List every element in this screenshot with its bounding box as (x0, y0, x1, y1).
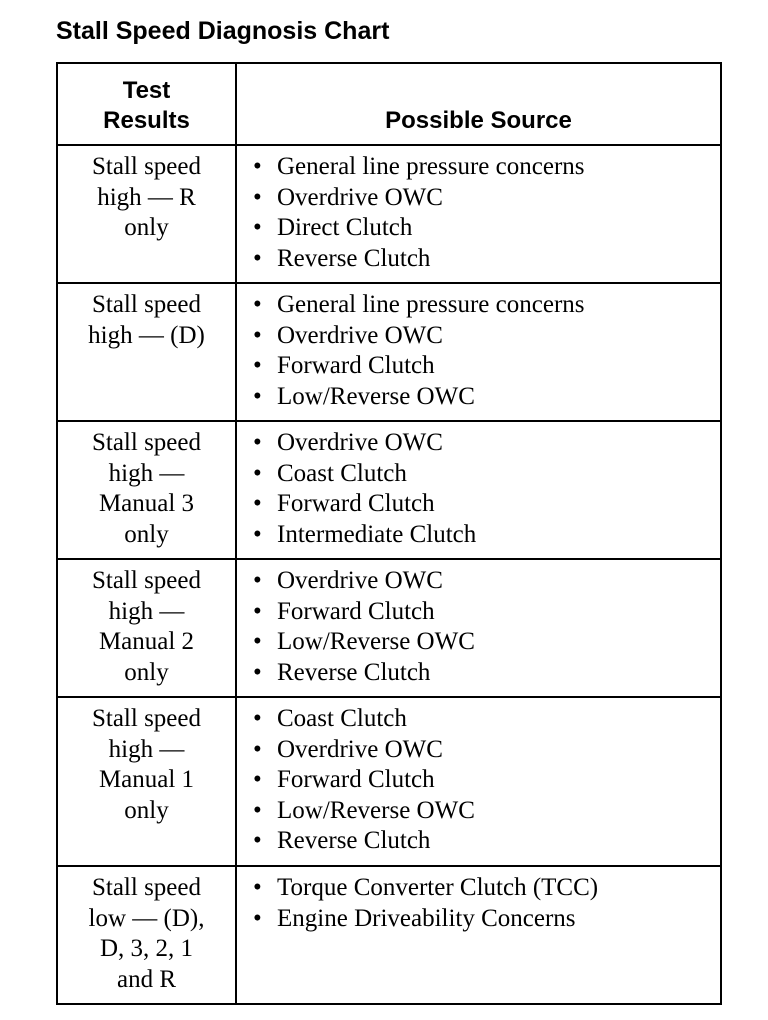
test-results-line: high — (108, 597, 185, 625)
bullet-icon: • (253, 244, 262, 272)
test-results-line: Stall speed (91, 567, 201, 594)
bullet-icon: • (253, 382, 262, 410)
source-text: Torque Converter Clutch (TCC) (277, 874, 599, 901)
source-text: General line pressure concerns (277, 153, 585, 180)
bullet-icon: • (253, 766, 262, 793)
source-text: General line pressure concerns (277, 291, 585, 318)
source-item (253, 904, 720, 935)
bullet-icon: • (253, 183, 262, 211)
source-item (253, 658, 720, 689)
source-list (253, 152, 720, 274)
source-text: Reverse Clutch (277, 244, 431, 272)
source-text: Overdrive OWC (277, 429, 443, 456)
possible-source-cell (236, 559, 721, 697)
bullet-icon: • (253, 628, 262, 655)
source-text: Low/Reverse OWC (277, 382, 475, 410)
table-row (57, 145, 721, 283)
bullet-icon: • (253, 520, 262, 548)
test-results-cell (57, 145, 236, 283)
possible-source-cell (236, 421, 721, 559)
table-row (57, 421, 721, 559)
source-text: Low/Reverse OWC (277, 628, 475, 655)
source-text: Direct Clutch (277, 214, 413, 241)
source-text: Forward Clutch (277, 766, 435, 793)
source-item (253, 826, 720, 857)
bullet-icon: • (253, 490, 262, 517)
source-item (253, 566, 720, 597)
source-text: Reverse Clutch (277, 658, 431, 686)
test-results-line: Stall speed (91, 429, 201, 456)
source-text: Overdrive OWC (277, 321, 443, 349)
source-item (253, 152, 720, 183)
test-results-line: only (124, 658, 169, 686)
bullet-icon: • (253, 214, 262, 241)
possible-source-cell (236, 866, 721, 1004)
source-item (253, 873, 720, 904)
source-item (253, 597, 720, 628)
test-results-cell (57, 559, 236, 697)
test-results-cell (57, 866, 236, 1004)
source-text: Coast Clutch (277, 705, 407, 732)
source-list (253, 873, 720, 934)
source-item (253, 627, 720, 658)
source-item (253, 489, 720, 520)
table-row (57, 559, 721, 697)
possible-source-cell (236, 145, 721, 283)
source-item (253, 213, 720, 244)
source-item (253, 704, 720, 735)
table-row (57, 697, 721, 866)
table-row (57, 283, 721, 421)
bullet-icon: • (253, 874, 262, 901)
diagnosis-table (56, 62, 722, 1005)
bullet-icon: • (253, 904, 262, 932)
source-text: Engine Driveability Concerns (277, 904, 576, 932)
test-results-line: only (124, 520, 169, 548)
source-item (253, 428, 720, 459)
test-results-line: Manual 3 (98, 490, 195, 517)
source-list (253, 428, 720, 550)
source-text: Forward Clutch (277, 597, 435, 625)
source-list (253, 566, 720, 688)
header-test-results-line: Test (122, 77, 171, 104)
bullet-icon: • (253, 597, 262, 625)
test-results-line: high — R (97, 183, 196, 211)
test-results-cell (57, 283, 236, 421)
test-results-line: high — (D) (88, 321, 205, 349)
table-row (57, 866, 721, 1004)
source-item (253, 290, 720, 321)
bullet-icon: • (253, 291, 262, 318)
source-text: Intermediate Clutch (277, 520, 477, 548)
header-row (57, 63, 721, 145)
test-results-line: low — (D), (88, 904, 205, 932)
source-item (253, 351, 720, 382)
possible-source-cell (236, 697, 721, 866)
source-text: Low/Reverse OWC (277, 796, 475, 824)
source-item (253, 459, 720, 490)
source-item (253, 735, 720, 766)
possible-source-cell (236, 283, 721, 421)
test-results-cell (57, 697, 236, 866)
source-item (253, 765, 720, 796)
test-results-line: D, 3, 2, 1 (99, 935, 194, 962)
source-text: Overdrive OWC (277, 183, 443, 211)
test-results-line: only (124, 796, 169, 824)
source-item (253, 796, 720, 827)
header-possible-source: Possible Source (236, 63, 721, 145)
test-results-line: high — (108, 459, 185, 487)
bullet-icon: • (253, 658, 262, 686)
source-text: Overdrive OWC (277, 567, 443, 594)
bullet-icon: • (253, 705, 262, 732)
test-results-line: Stall speed (91, 705, 201, 732)
source-item (253, 382, 720, 413)
source-list (253, 290, 720, 412)
test-results-line: Stall speed (91, 874, 201, 901)
test-results-line: Manual 2 (98, 628, 195, 655)
bullet-icon: • (253, 153, 262, 180)
test-results-line: only (124, 214, 169, 241)
bullet-icon: • (253, 735, 262, 763)
source-item (253, 244, 720, 275)
bullet-icon: • (253, 321, 262, 349)
bullet-icon: • (253, 352, 262, 379)
source-item (253, 321, 720, 352)
source-list (253, 704, 720, 857)
bullet-icon: • (253, 827, 262, 854)
source-item (253, 183, 720, 214)
source-item (253, 520, 720, 551)
test-results-line: Stall speed (91, 291, 201, 318)
test-results-line: high — (108, 735, 185, 763)
page-title: Stall Speed Diagnosis Chart (56, 17, 390, 45)
bullet-icon: • (253, 567, 262, 594)
test-results-line: and R (116, 965, 177, 993)
test-results-cell (57, 421, 236, 559)
header-test-results-line: Results (103, 107, 190, 134)
source-text: Reverse Clutch (277, 827, 431, 854)
source-text: Forward Clutch (277, 490, 435, 517)
bullet-icon: • (253, 796, 262, 824)
test-results-line: Stall speed (91, 153, 201, 180)
source-text: Coast Clutch (277, 459, 407, 487)
test-results-line: Manual 1 (98, 766, 195, 793)
source-text: Overdrive OWC (277, 735, 443, 763)
header-test-results (57, 63, 236, 145)
bullet-icon: • (253, 459, 262, 487)
bullet-icon: • (253, 429, 262, 456)
source-text: Forward Clutch (277, 352, 435, 379)
